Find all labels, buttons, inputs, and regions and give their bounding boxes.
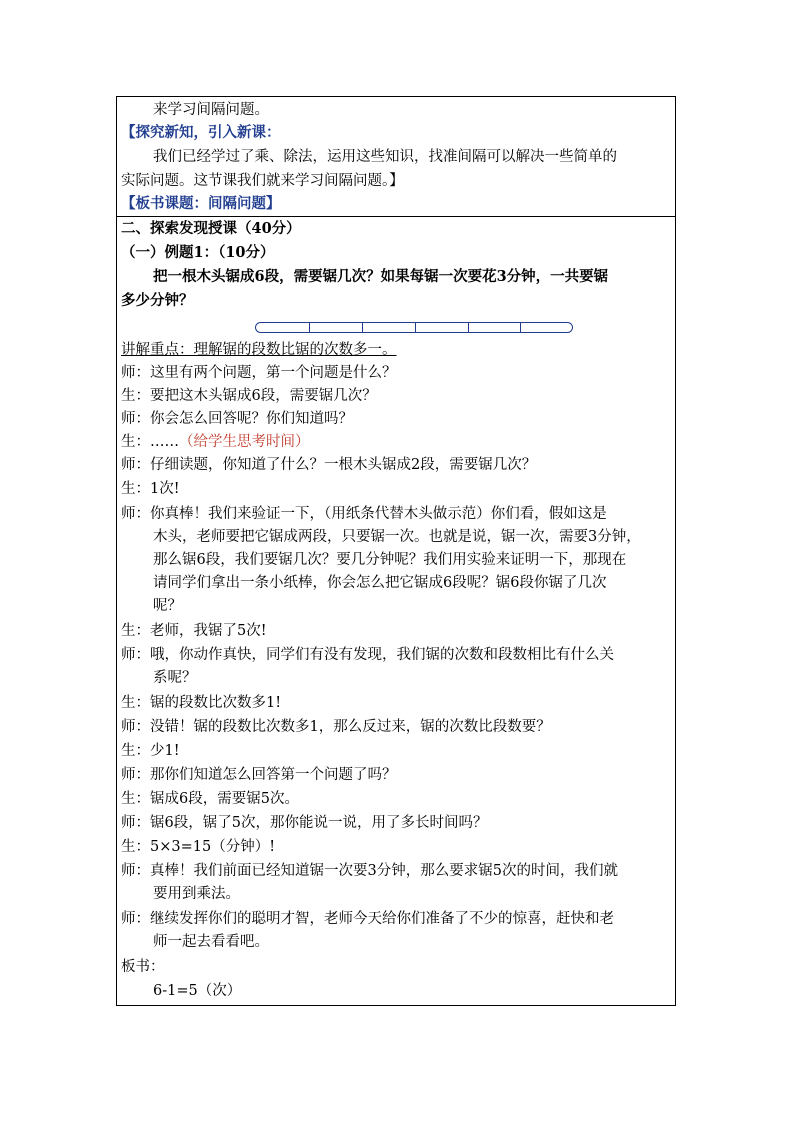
dialogue-line: 师：真棒！我们前面已经知道锯一次要3分钟，那么要求锯5次的时间，我们就 <box>121 863 618 879</box>
dialogue-line: 生：锯的段数比次数多1! <box>121 695 282 711</box>
wood-segment-divider <box>362 323 363 332</box>
wood-segment-divider <box>520 323 521 332</box>
row-divider <box>117 216 675 217</box>
dialogue-line <box>121 431 310 453</box>
dialogue-line: 师：哦，你动作真快，同学们有没有发现，我们锯的次数和段数相比有什么关 <box>121 647 614 663</box>
wood-segment-divider <box>468 323 469 332</box>
dialogue-continuation: 那么锯6段，我们要锯几次？要几分钟呢？我们用实验来证明一下，那现在 <box>153 552 627 568</box>
explore-paragraph-line2: 实际问题。这节课我们就来学习间隔问题。】 <box>121 173 404 189</box>
dialogue-line: 师：锯6段，锯了5次，那你能说一说，用了多长时间吗？ <box>121 815 488 831</box>
dialogue-continuation: 请同学们拿出一条小纸棒，你会怎么把它锯成6段呢？锯6段你锯了几次 <box>153 575 607 591</box>
teacher-note: （给学生思考时间） <box>179 434 310 450</box>
problem-line1: 把一根木头锯成6段，需要锯几次？如果每锯一次要花3分钟，一共要锯 <box>153 268 609 285</box>
dialogue-continuation: 师一起去看看吧。 <box>153 934 269 950</box>
explore-heading: 【探究新知，引入新课： <box>121 124 281 141</box>
board-equation: 6-1=5（次） <box>153 983 242 999</box>
dialogue-continuation: 系呢？ <box>153 670 197 686</box>
problem-line2: 多少分钟？ <box>121 292 194 309</box>
wood-segment-divider <box>309 323 310 332</box>
dialogue-continuation: 呢？ <box>153 598 182 614</box>
dialogue-continuation: 木头，老师要把它锯成两段，只要锯一次。也就是说，锯一次，需要3分钟， <box>153 529 641 545</box>
wood-log-diagram <box>255 322 573 333</box>
dialogue-line: 师：仔细读题，你知道了什么？一根木头锯成2段，需要锯几次？ <box>121 457 537 473</box>
part2-heading: 二、探索发现授课（40分） <box>121 220 301 237</box>
dialogue-line: 师：没错！锯的段数比次数多1，那么反过来，锯的次数比段数要？ <box>121 719 551 735</box>
dialogue-line: 师：你会怎么回答呢？你们知道吗？ <box>121 411 353 427</box>
dialogue-line: 生：少1! <box>121 743 180 759</box>
dialogue-line: 师：继续发挥你们的聪明才智，老师今天给你们准备了不少的惊喜，赶快和老 <box>121 911 614 927</box>
dialogue-line: 生：5×3=15（分钟）! <box>121 839 276 855</box>
board-label: 板书： <box>121 959 165 975</box>
dialogue-line: 生：老师，我锯了5次! <box>121 623 267 639</box>
dialogue-line: 生：1次! <box>121 481 180 497</box>
wood-segment-divider <box>415 323 416 332</box>
dialogue-line: 生：锯成6段，需要锯5次。 <box>121 791 299 807</box>
dialogue-continuation: 要用到乘法。 <box>153 886 240 902</box>
dialogue-line: 师：这里有两个问题，第一个问题是什么？ <box>121 365 397 381</box>
dialogue-line: 师：你真棒！我们来验证一下，（用纸条代替木头做示范）你们看，假如这是 <box>121 506 607 522</box>
explore-paragraph-line1: 我们已经学过了乘、除法，运用这些知识，找准间隔可以解决一些简单的 <box>153 149 617 165</box>
key-point: 讲解重点：理解锯的段数比锯的次数多一。 <box>121 342 397 358</box>
intro-tail: 来学习间隔问题。 <box>153 102 269 118</box>
board-heading: 【板书课题：间隔问题】 <box>121 195 281 212</box>
dialogue-speaker: 生：…… <box>121 434 179 450</box>
dialogue-line: 生：要把这木头锯成6段，需要锯几次？ <box>121 388 377 404</box>
example-heading: （一）例题1：（10分） <box>121 244 275 261</box>
dialogue-line: 师：那你们知道怎么回答第一个问题了吗？ <box>121 767 397 783</box>
lesson-table <box>116 96 676 1006</box>
